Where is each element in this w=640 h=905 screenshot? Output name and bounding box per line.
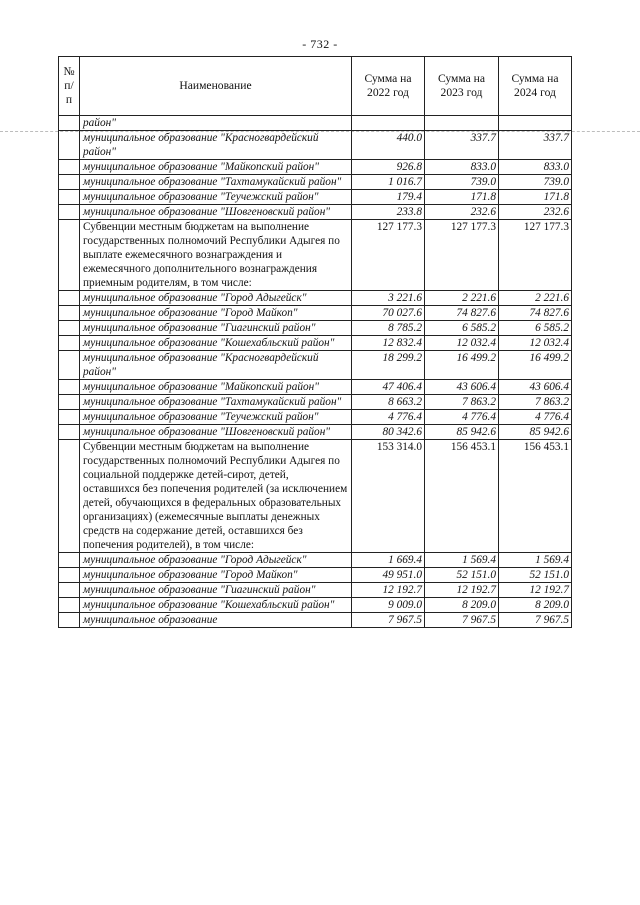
row-name: муниципальное образование "Город Майкоп" xyxy=(80,306,352,321)
row-value-2023: 6 585.2 xyxy=(425,321,499,336)
row-number xyxy=(59,116,80,131)
row-name: муниципальное образование "Майкопский район" xyxy=(80,380,352,395)
row-number xyxy=(59,351,80,380)
row-value-2024: 833.0 xyxy=(499,160,572,175)
row-name: муниципальное образование "Красногвардейский район" xyxy=(80,131,352,160)
table-row xyxy=(59,380,572,395)
row-number xyxy=(59,131,80,160)
row-value-2023: 8 209.0 xyxy=(425,598,499,613)
row-number xyxy=(59,568,80,583)
row-value-2023: 16 499.2 xyxy=(425,351,499,380)
row-name: муниципальное образование "Тахтамукайский район" xyxy=(80,175,352,190)
row-value-2024: 7 863.2 xyxy=(499,395,572,410)
table-row xyxy=(59,336,572,351)
header-2024: Сумма на 2024 год xyxy=(499,57,572,116)
table-row xyxy=(59,568,572,583)
row-name: муниципальное образование "Теучежский район" xyxy=(80,410,352,425)
row-value-2023: 7 863.2 xyxy=(425,395,499,410)
table-row xyxy=(59,598,572,613)
row-value-2022: 233.8 xyxy=(352,205,425,220)
row-number xyxy=(59,175,80,190)
row-number xyxy=(59,190,80,205)
page-number: - 732 - xyxy=(302,37,338,51)
row-value-2022: 8 785.2 xyxy=(352,321,425,336)
row-value-2022: 49 951.0 xyxy=(352,568,425,583)
header-number: № п/п xyxy=(59,57,80,116)
row-value-2024: 232.6 xyxy=(499,205,572,220)
row-number xyxy=(59,583,80,598)
row-value-2023: 43 606.4 xyxy=(425,380,499,395)
row-number xyxy=(59,160,80,175)
row-value-2023: 12 192.7 xyxy=(425,583,499,598)
row-value-2024: 12 032.4 xyxy=(499,336,572,351)
row-number xyxy=(59,440,80,553)
row-name: муниципальное образование "Кошехабльский район" xyxy=(80,336,352,351)
row-value-2023: 7 967.5 xyxy=(425,613,499,628)
row-name: муниципальное образование "Гиагинский район" xyxy=(80,583,352,598)
row-number xyxy=(59,306,80,321)
table-row xyxy=(59,175,572,190)
table-row xyxy=(59,205,572,220)
row-value-2022: 47 406.4 xyxy=(352,380,425,395)
row-number xyxy=(59,553,80,568)
header-name: Наименование xyxy=(80,57,352,116)
table-row xyxy=(59,440,572,553)
table-row xyxy=(59,131,572,160)
row-value-2024: 74 827.6 xyxy=(499,306,572,321)
row-value-2023 xyxy=(425,116,499,131)
row-value-2024: 2 221.6 xyxy=(499,291,572,306)
header-2022: Сумма на 2022 год xyxy=(352,57,425,116)
row-name: Субвенции местным бюджетам на выполнение государственных полномочий Республики Адыгея по социальной поддержке детей-сирот, детей, оставшихся без попечения родителей (за исключением детей, обучающихся в федеральных образовательных организациях) (ежемесячные выплаты денежных средств на содержание детей, оставшихся без попечения родителей), в том числе: xyxy=(80,440,352,553)
row-value-2022: 4 776.4 xyxy=(352,410,425,425)
row-value-2023: 232.6 xyxy=(425,205,499,220)
row-name: муниципальное образование "Тахтамукайский район" xyxy=(80,395,352,410)
row-value-2024: 171.8 xyxy=(499,190,572,205)
row-value-2023: 127 177.3 xyxy=(425,220,499,291)
row-number xyxy=(59,380,80,395)
row-value-2022: 8 663.2 xyxy=(352,395,425,410)
row-value-2022: 1 669.4 xyxy=(352,553,425,568)
row-value-2022: 70 027.6 xyxy=(352,306,425,321)
row-value-2022: 440.0 xyxy=(352,131,425,160)
row-value-2024: 127 177.3 xyxy=(499,220,572,291)
table-row xyxy=(59,351,572,380)
row-value-2024: 1 569.4 xyxy=(499,553,572,568)
row-value-2022: 7 967.5 xyxy=(352,613,425,628)
row-name: муниципальное образование "Гиагинский район" xyxy=(80,321,352,336)
header-2023: Сумма на 2023 год xyxy=(425,57,499,116)
row-value-2023: 739.0 xyxy=(425,175,499,190)
row-value-2023: 85 942.6 xyxy=(425,425,499,440)
table-header-row xyxy=(59,57,572,116)
row-value-2024: 8 209.0 xyxy=(499,598,572,613)
row-value-2022: 179.4 xyxy=(352,190,425,205)
table-row xyxy=(59,553,572,568)
row-number xyxy=(59,220,80,291)
row-name: муниципальное образование "Шовгеновский район" xyxy=(80,205,352,220)
table-row xyxy=(59,395,572,410)
table-row xyxy=(59,306,572,321)
row-name: муниципальное образование "Город Майкоп" xyxy=(80,568,352,583)
row-value-2022: 3 221.6 xyxy=(352,291,425,306)
row-number xyxy=(59,395,80,410)
row-name: муниципальное образование "Город Адыгейск" xyxy=(80,291,352,306)
row-name: муниципальное образование xyxy=(80,613,352,628)
row-value-2022: 12 832.4 xyxy=(352,336,425,351)
row-number xyxy=(59,291,80,306)
row-value-2024: 739.0 xyxy=(499,175,572,190)
row-value-2024: 43 606.4 xyxy=(499,380,572,395)
table-row xyxy=(59,425,572,440)
row-value-2024: 337.7 xyxy=(499,131,572,160)
row-value-2024 xyxy=(499,116,572,131)
row-number xyxy=(59,410,80,425)
row-value-2023: 1 569.4 xyxy=(425,553,499,568)
row-value-2024: 85 942.6 xyxy=(499,425,572,440)
row-value-2023: 337.7 xyxy=(425,131,499,160)
row-value-2023: 12 032.4 xyxy=(425,336,499,351)
table-body xyxy=(59,116,572,628)
row-number xyxy=(59,321,80,336)
budget-table xyxy=(58,56,572,628)
row-value-2023: 2 221.6 xyxy=(425,291,499,306)
row-name: муниципальное образование "Шовгеновский район" xyxy=(80,425,352,440)
row-value-2022: 9 009.0 xyxy=(352,598,425,613)
row-value-2024: 52 151.0 xyxy=(499,568,572,583)
row-value-2022: 153 314.0 xyxy=(352,440,425,553)
row-value-2023: 171.8 xyxy=(425,190,499,205)
row-value-2024: 4 776.4 xyxy=(499,410,572,425)
table-row xyxy=(59,116,572,131)
table-row xyxy=(59,321,572,336)
row-name: Субвенции местным бюджетам на выполнение государственных полномочий Республики Адыгея по выплате ежемесячного вознаграждения и ежемесячного дополнительного вознаграждения приемным родителям, в том числе: xyxy=(80,220,352,291)
row-value-2024: 16 499.2 xyxy=(499,351,572,380)
row-value-2022: 926.8 xyxy=(352,160,425,175)
row-name: муниципальное образование "Красногвардейский район" xyxy=(80,351,352,380)
row-value-2023: 156 453.1 xyxy=(425,440,499,553)
row-name: муниципальное образование "Город Адыгейск" xyxy=(80,553,352,568)
row-value-2023: 74 827.6 xyxy=(425,306,499,321)
row-value-2023: 833.0 xyxy=(425,160,499,175)
row-value-2024: 156 453.1 xyxy=(499,440,572,553)
row-value-2024: 12 192.7 xyxy=(499,583,572,598)
row-value-2022 xyxy=(352,116,425,131)
row-value-2022: 1 016.7 xyxy=(352,175,425,190)
row-value-2024: 7 967.5 xyxy=(499,613,572,628)
row-value-2022: 80 342.6 xyxy=(352,425,425,440)
row-value-2022: 18 299.2 xyxy=(352,351,425,380)
table-row xyxy=(59,291,572,306)
table-row xyxy=(59,583,572,598)
row-name: муниципальное образование "Майкопский район" xyxy=(80,160,352,175)
table-row xyxy=(59,220,572,291)
row-number xyxy=(59,425,80,440)
table-row xyxy=(59,613,572,628)
row-value-2023: 52 151.0 xyxy=(425,568,499,583)
table-row xyxy=(59,190,572,205)
table-row xyxy=(59,160,572,175)
row-number xyxy=(59,613,80,628)
row-number xyxy=(59,205,80,220)
row-number xyxy=(59,598,80,613)
row-name: муниципальное образование "Кошехабльский район" xyxy=(80,598,352,613)
row-value-2022: 12 192.7 xyxy=(352,583,425,598)
table-row xyxy=(59,410,572,425)
row-name: муниципальное образование "Теучежский район" xyxy=(80,190,352,205)
row-name: район" xyxy=(80,116,352,131)
row-number xyxy=(59,336,80,351)
row-value-2023: 4 776.4 xyxy=(425,410,499,425)
row-value-2024: 6 585.2 xyxy=(499,321,572,336)
row-value-2022: 127 177.3 xyxy=(352,220,425,291)
